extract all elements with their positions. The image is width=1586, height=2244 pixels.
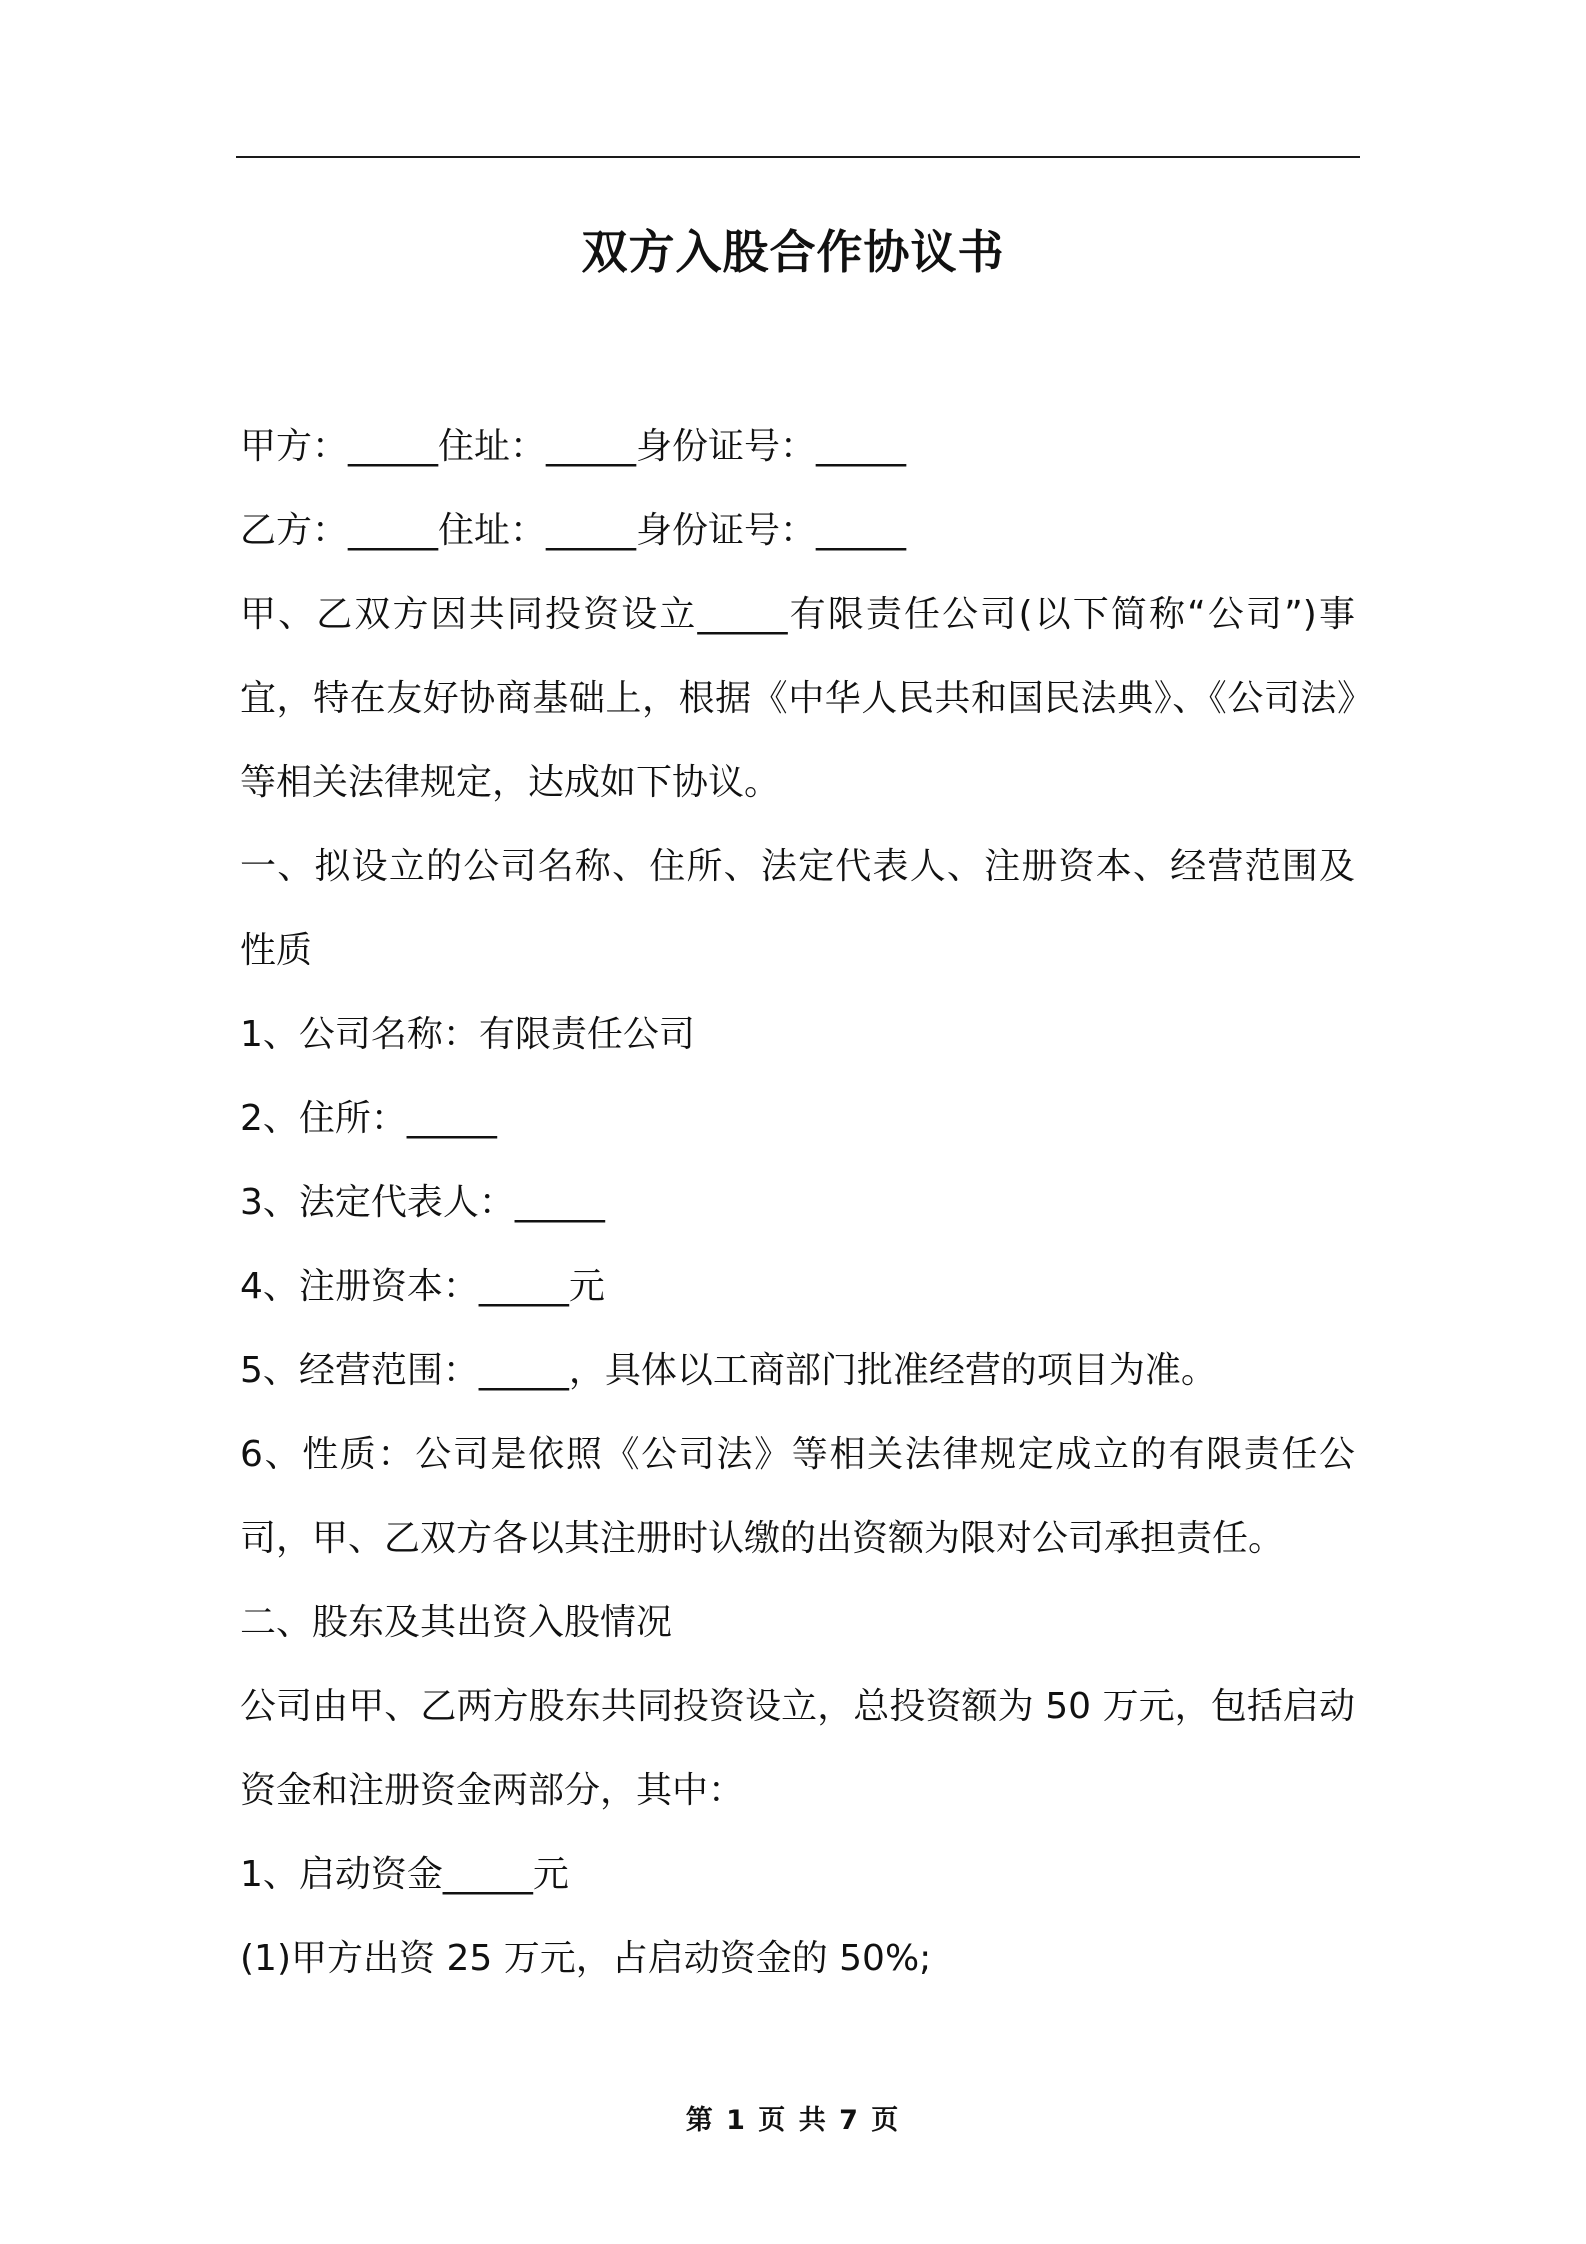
document-title: 双方入股合作协议书: [581, 225, 1005, 279]
investment-paragraph: 公司由甲、乙两方股东共同投资设立，总投资额为 50 万元，包括启动资金和注册资金两部分，其中：: [240, 1686, 1355, 1811]
page-number-footer: 第 1 页 共 7 页: [685, 2105, 901, 2136]
party-a-line: 甲方：_____住址：_____身份证号：_____: [240, 426, 907, 467]
clause-registered-capital: 4、注册资本：_____元: [240, 1266, 605, 1307]
clause-company-name: 1、公司名称：有限责任公司: [240, 1014, 695, 1055]
section-1-heading: 一、拟设立的公司名称、住所、法定代表人、注册资本、经营范围及性质: [240, 846, 1355, 971]
section-2-heading: 二、股东及其出资入股情况: [240, 1602, 673, 1643]
header-rule: [236, 156, 1360, 158]
clause-nature: 6、性质：公司是依照《公司法》等相关法律规定成立的有限责任公司，甲、乙双方各以其注册时认缴的出资额为限对公司承担责任。: [240, 1434, 1355, 1559]
document-body: [240, 405, 1355, 2001]
party-b-line: 乙方：_____住址：_____身份证号：_____: [240, 510, 907, 551]
clause-address: 2、住所：_____: [240, 1098, 497, 1139]
clause-business-scope: 5、经营范围：_____，具体以工商部门批准经营的项目为准。: [240, 1350, 1217, 1391]
clause-startup-funds: 1、启动资金_____元: [240, 1854, 569, 1895]
clause-party-a-contribution: (1)甲方出资 25 万元，占启动资金的 50%;: [240, 1938, 932, 1979]
clause-legal-representative: 3、法定代表人：_____: [240, 1182, 605, 1223]
preamble-paragraph: 甲、乙双方因共同投资设立_____有限责任公司(以下简称“公司”)事宜，特在友好协商基础上，根据《中华人民共和国民法典》、《公司法》等相关法律规定，达成如下协议。: [240, 594, 1355, 803]
